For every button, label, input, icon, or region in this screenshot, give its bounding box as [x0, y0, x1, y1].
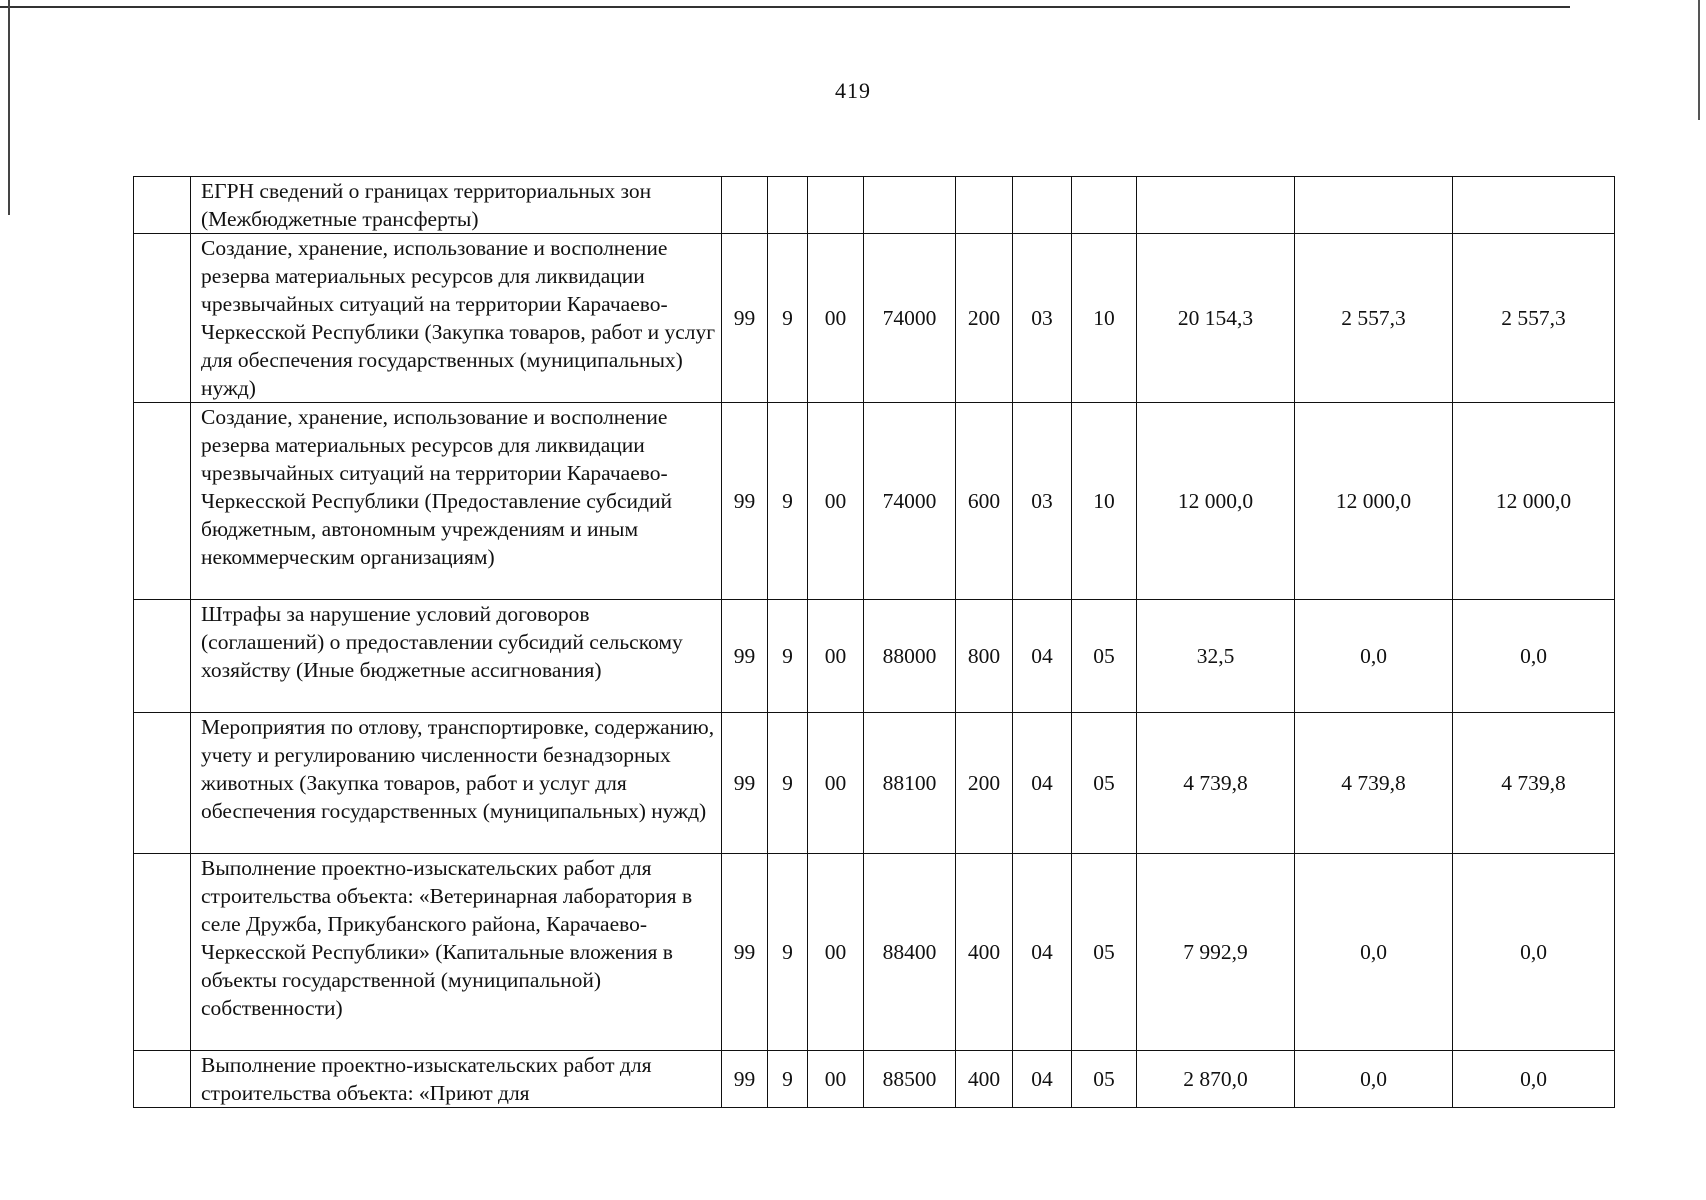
budget-table — [133, 176, 1615, 1108]
item-name-cell: Выполнение проектно-изыскательских работ для строительства объекта: «Приют для — [191, 1051, 722, 1108]
row-number-cell — [134, 854, 191, 1051]
code-program-cell: 99 — [722, 600, 768, 713]
item-name-cell: Выполнение проектно-изыскательских работ для строительства объекта: «Ветеринарная лаборатория в селе Дружба, Прикубанского района, Карачаево-Черкесской Республики» (Капитальные вложения в объекты государственной (муниципальной) собственности) — [191, 854, 722, 1051]
subsection-cell: 10 — [1072, 234, 1137, 403]
section-cell: 04 — [1013, 1051, 1072, 1108]
amount-year-2-cell: 2 557,3 — [1295, 234, 1453, 403]
amount-year-2-cell: 4 739,8 — [1295, 713, 1453, 854]
amount-year-2-cell: 0,0 — [1295, 600, 1453, 713]
row-number-cell — [134, 403, 191, 600]
expense-type-cell: 800 — [956, 600, 1013, 713]
row-number-cell — [134, 234, 191, 403]
amount-year-1-cell: 2 870,0 — [1137, 1051, 1295, 1108]
item-name-cell: Создание, хранение, использование и восполнение резерва материальных ресурсов для ликвидации чрезвычайных ситуаций на территории Карачаево-Черкесской Республики (Закупка товаров, работ и услуг для обеспечения государственных (муниципальных) нужд) — [191, 234, 722, 403]
code-program-cell: 99 — [722, 1051, 768, 1108]
item-name-cell: Мероприятия по отлову, транспортировке, содержанию, учету и регулированию численности безнадзорных животных (Закупка товаров, работ и услуг для обеспечения государственных (муниципальных) нужд) — [191, 713, 722, 854]
item-name-cell: Штрафы за нарушение условий договоров (соглашений) о предоставлении субсидий сельскому хозяйству (Иные бюджетные ассигнования) — [191, 600, 722, 713]
amount-year-1-cell — [1137, 177, 1295, 234]
table-row — [134, 403, 1615, 600]
expense-type-cell: 200 — [956, 234, 1013, 403]
code-direction-cell: 74000 — [864, 403, 956, 600]
amount-year-2-cell — [1295, 177, 1453, 234]
table-row — [134, 177, 1615, 234]
table-row — [134, 1051, 1615, 1108]
amount-year-1-cell: 12 000,0 — [1137, 403, 1295, 600]
section-cell — [1013, 177, 1072, 234]
row-number-cell — [134, 177, 191, 234]
amount-year-1-cell: 7 992,9 — [1137, 854, 1295, 1051]
amount-year-3-cell: 4 739,8 — [1453, 713, 1615, 854]
amount-year-3-cell — [1453, 177, 1615, 234]
code-event-cell: 00 — [808, 234, 864, 403]
code-event-cell — [808, 177, 864, 234]
table-row — [134, 600, 1615, 713]
code-direction-cell: 88400 — [864, 854, 956, 1051]
code-program-cell: 99 — [722, 234, 768, 403]
table-row — [134, 713, 1615, 854]
amount-year-3-cell: 0,0 — [1453, 854, 1615, 1051]
expense-type-cell — [956, 177, 1013, 234]
code-direction-cell: 88100 — [864, 713, 956, 854]
table-row — [134, 234, 1615, 403]
code-event-cell: 00 — [808, 1051, 864, 1108]
section-cell: 03 — [1013, 403, 1072, 600]
item-name-cell: ЕГРН сведений о границах территориальных зон (Межбюджетные трансферты) — [191, 177, 722, 234]
expense-type-cell: 400 — [956, 1051, 1013, 1108]
code-subprogram-cell: 9 — [768, 600, 808, 713]
subsection-cell: 05 — [1072, 600, 1137, 713]
code-direction-cell: 88500 — [864, 1051, 956, 1108]
amount-year-2-cell: 0,0 — [1295, 1051, 1453, 1108]
section-cell: 04 — [1013, 713, 1072, 854]
amount-year-3-cell: 12 000,0 — [1453, 403, 1615, 600]
section-cell: 04 — [1013, 854, 1072, 1051]
code-subprogram-cell: 9 — [768, 854, 808, 1051]
amount-year-2-cell: 0,0 — [1295, 854, 1453, 1051]
scan-edge-top — [0, 6, 1570, 8]
code-event-cell: 00 — [808, 403, 864, 600]
subsection-cell: 05 — [1072, 713, 1137, 854]
row-number-cell — [134, 600, 191, 713]
item-name-cell: Создание, хранение, использование и восполнение резерва материальных ресурсов для ликвидации чрезвычайных ситуаций на территории Карачаево-Черкесской Республики (Предоставление субсидий бюджетным, автономным учреждениям и иным некоммерческим организациям) — [191, 403, 722, 600]
section-cell: 03 — [1013, 234, 1072, 403]
subsection-cell: 05 — [1072, 854, 1137, 1051]
subsection-cell — [1072, 177, 1137, 234]
amount-year-1-cell: 32,5 — [1137, 600, 1295, 713]
code-program-cell — [722, 177, 768, 234]
scan-edge-left — [8, 0, 10, 215]
code-event-cell: 00 — [808, 854, 864, 1051]
code-direction-cell — [864, 177, 956, 234]
page-number: 419 — [835, 78, 871, 103]
code-direction-cell: 74000 — [864, 234, 956, 403]
code-subprogram-cell: 9 — [768, 403, 808, 600]
code-subprogram-cell: 9 — [768, 234, 808, 403]
code-event-cell: 00 — [808, 713, 864, 854]
amount-year-3-cell: 0,0 — [1453, 1051, 1615, 1108]
code-program-cell: 99 — [722, 713, 768, 854]
row-number-cell — [134, 713, 191, 854]
section-cell: 04 — [1013, 600, 1072, 713]
amount-year-3-cell: 0,0 — [1453, 600, 1615, 713]
amount-year-1-cell: 20 154,3 — [1137, 234, 1295, 403]
code-subprogram-cell: 9 — [768, 1051, 808, 1108]
expense-type-cell: 600 — [956, 403, 1013, 600]
subsection-cell: 10 — [1072, 403, 1137, 600]
code-event-cell: 00 — [808, 600, 864, 713]
amount-year-2-cell: 12 000,0 — [1295, 403, 1453, 600]
row-number-cell — [134, 1051, 191, 1108]
subsection-cell: 05 — [1072, 1051, 1137, 1108]
amount-year-3-cell: 2 557,3 — [1453, 234, 1615, 403]
amount-year-1-cell: 4 739,8 — [1137, 713, 1295, 854]
table-row — [134, 854, 1615, 1051]
code-program-cell: 99 — [722, 854, 768, 1051]
code-program-cell: 99 — [722, 403, 768, 600]
expense-type-cell: 400 — [956, 854, 1013, 1051]
code-subprogram-cell — [768, 177, 808, 234]
expense-type-cell: 200 — [956, 713, 1013, 854]
code-subprogram-cell: 9 — [768, 713, 808, 854]
code-direction-cell: 88000 — [864, 600, 956, 713]
